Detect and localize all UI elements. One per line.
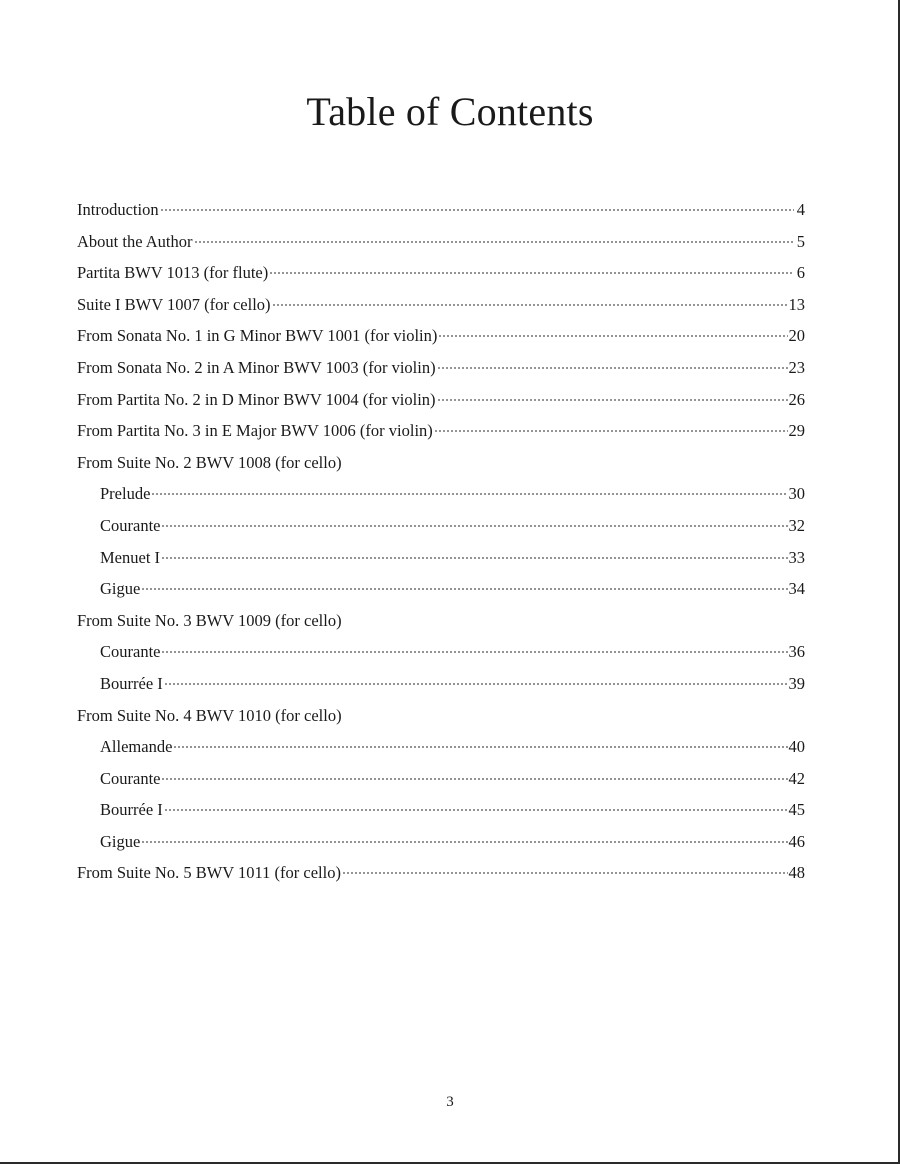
- toc-entry-page: 5: [796, 231, 805, 251]
- toc-subentry[interactable]: [77, 765, 805, 797]
- toc-entry-page: 39: [788, 673, 805, 693]
- dot-leader: [269, 272, 794, 274]
- toc-entry[interactable]: [77, 259, 805, 291]
- toc-entry-page: 45: [788, 800, 805, 820]
- toc-entry[interactable]: [77, 449, 805, 481]
- dot-leader: [151, 493, 787, 495]
- toc-entry-page: 29: [788, 421, 805, 441]
- toc-entry-page: 34: [788, 579, 805, 599]
- toc-entry-label: From Partita No. 3 in E Major BWV 1006 (for violin): [77, 421, 433, 441]
- toc-entry-page: 33: [788, 547, 805, 567]
- page-title: Table of Contents: [306, 89, 594, 134]
- dot-leader: [161, 651, 787, 653]
- toc-entry-page: 32: [788, 515, 805, 535]
- dot-leader: [161, 778, 787, 780]
- toc-entry-label: Gigue: [100, 831, 141, 851]
- dot-leader: [141, 841, 787, 843]
- toc-entry-page: 26: [788, 389, 805, 409]
- toc-entry-label: Gigue: [100, 579, 141, 599]
- dot-leader: [342, 872, 788, 874]
- toc-entry-label: Courante: [100, 642, 161, 662]
- toc-entry-page: 30: [788, 484, 805, 504]
- toc-entry-label: From Partita No. 2 in D Minor BWV 1004 (for violin): [77, 389, 436, 409]
- toc-subentry[interactable]: [77, 575, 805, 607]
- toc-entry-label: About the Author: [77, 231, 193, 251]
- dot-leader: [160, 209, 794, 211]
- toc-entry[interactable]: [77, 354, 805, 386]
- toc-entry-page: 13: [788, 294, 805, 314]
- dot-leader: [194, 241, 795, 243]
- toc-entry-page: 20: [788, 326, 805, 346]
- dot-leader: [437, 399, 788, 401]
- toc-subentry[interactable]: [77, 544, 805, 576]
- toc-entry[interactable]: [77, 859, 805, 891]
- toc-entry-label: Menuet I: [100, 547, 161, 567]
- toc-entry-label: From Suite No. 3 BWV 1009 (for cello): [77, 610, 342, 630]
- toc-entry-page: 48: [788, 863, 805, 883]
- toc-entry-label: From Sonata No. 1 in G Minor BWV 1001 (for violin): [77, 326, 438, 346]
- dot-leader: [272, 304, 788, 306]
- toc-entry-label: Prelude: [100, 484, 151, 504]
- toc-entry-page: 36: [788, 642, 805, 662]
- dot-leader: [164, 683, 788, 685]
- toc-entry-page: 4: [796, 200, 805, 219]
- toc-subentry[interactable]: [77, 512, 805, 544]
- toc-entry-page: 40: [788, 737, 805, 757]
- toc-entry[interactable]: [77, 386, 805, 418]
- toc-entry-label: Allemande: [100, 737, 173, 757]
- toc-entry-label: Bourrée I: [100, 800, 163, 820]
- toc-subentry[interactable]: [77, 828, 805, 860]
- dot-leader: [164, 809, 788, 811]
- dot-leader: [161, 525, 787, 527]
- toc-entry-label: From Suite No. 5 BWV 1011 (for cello): [77, 863, 341, 883]
- toc-subentry[interactable]: [77, 796, 805, 828]
- toc-subentry[interactable]: [77, 670, 805, 702]
- toc-entry-page: 23: [788, 357, 805, 377]
- toc-entry-label: Courante: [100, 768, 161, 788]
- toc-entry-page: 46: [788, 831, 805, 851]
- toc-entry-label: Bourrée I: [100, 673, 163, 693]
- dot-leader: [141, 588, 787, 590]
- toc-entry-label: From Sonata No. 2 in A Minor BWV 1003 (for violin): [77, 357, 436, 377]
- toc-entry-label: Suite I BWV 1007 (for cello): [77, 294, 271, 314]
- toc-entry[interactable]: [77, 228, 805, 260]
- toc-entry[interactable]: [77, 291, 805, 323]
- toc-entry-page: 6: [796, 263, 805, 283]
- dot-leader: [437, 367, 788, 369]
- table-of-contents: [77, 196, 805, 891]
- dot-leader: [434, 430, 788, 432]
- toc-entry-page: 42: [788, 768, 805, 788]
- toc-entry-label: Courante: [100, 515, 161, 535]
- toc-subentry[interactable]: [77, 480, 805, 512]
- toc-subentry[interactable]: [77, 638, 805, 670]
- toc-entry[interactable]: [77, 196, 805, 228]
- toc-entry-label: From Suite No. 2 BWV 1008 (for cello): [77, 452, 342, 472]
- toc-entry-label: Introduction: [77, 200, 159, 219]
- toc-entry[interactable]: [77, 417, 805, 449]
- page-number: 3: [446, 1094, 454, 1110]
- dot-leader: [161, 557, 787, 559]
- toc-entry[interactable]: [77, 322, 805, 354]
- toc-entry-label: From Suite No. 4 BWV 1010 (for cello): [77, 705, 342, 725]
- dot-leader: [173, 746, 787, 748]
- dot-leader: [438, 335, 787, 337]
- toc-entry[interactable]: [77, 607, 805, 639]
- toc-entry-label: Partita BWV 1013 (for flute): [77, 263, 269, 283]
- toc-entry[interactable]: [77, 702, 805, 734]
- toc-subentry[interactable]: [77, 733, 805, 765]
